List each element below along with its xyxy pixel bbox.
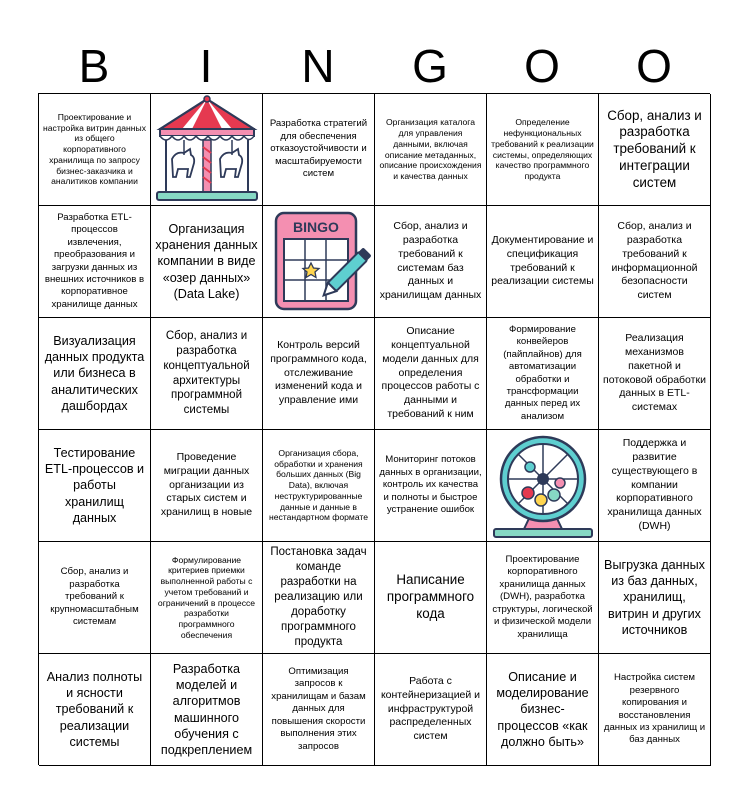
bingo-board xyxy=(38,93,710,765)
title-letter: O xyxy=(636,40,672,92)
bingo-cell[interactable]: Проектирование и настройка витрин данных из общего корпоративного хранилища по запросу бизнес-заказчика и аналитиков компании xyxy=(39,94,151,206)
bingo-cell[interactable]: Сбор, анализ и разработка требований к системам баз данных и хранилищам данных xyxy=(375,206,487,318)
bingo-cell[interactable]: Выгрузка данных из баз данных, хранилищ, витрин и других источников xyxy=(599,542,711,654)
bingo-cell[interactable]: Определение нефункциональных требований к реализации системы, определяющих качество программного продукта xyxy=(487,94,599,206)
carousel-icon xyxy=(152,95,262,205)
bingo-cell[interactable]: Контроль версий программного кода, отслеживание изменений кода и управление ими xyxy=(263,318,375,430)
title-letter: N xyxy=(301,40,335,92)
bingo-card-icon xyxy=(264,207,374,317)
bingo-cell[interactable]: Работа с контейнеризацией и инфраструктурой распределенных систем xyxy=(375,654,487,766)
bingo-cell[interactable]: Описание и моделирование бизнес-процессов «как должно быть» xyxy=(487,654,599,766)
bingo-cell[interactable]: Тестирование ETL-процессов и работы хранилищ данных xyxy=(39,430,151,542)
bingo-cell[interactable]: Формирование конвейеров (пайплайнов) для автоматизации обработки и трансформации данных перед их анализом xyxy=(487,318,599,430)
bingo-cell[interactable]: Анализ полноты и ясности требований к реализации системы xyxy=(39,654,151,766)
title-letter: I xyxy=(199,40,213,92)
title-letter: G xyxy=(412,40,448,92)
title-letter: O xyxy=(524,40,560,92)
bingo-cell[interactable]: Поддержка и развитие существующего в компании корпоративного хранилища данных (DWH) xyxy=(599,430,711,542)
bingo-cell[interactable]: Сбор, анализ и разработка требований к информационной безопасности систем xyxy=(599,206,711,318)
bingo-title xyxy=(38,38,710,94)
bingo-cell[interactable]: Разработка моделей и алгоритмов машинного обучения с подкреплением xyxy=(151,654,263,766)
bingo-cell[interactable] xyxy=(487,430,599,542)
bingo-cell[interactable]: Документирование и спецификация требований к реализации системы xyxy=(487,206,599,318)
bingo-cell[interactable]: Реализация механизмов пакетной и потоковой обработки данных в ETL-системах xyxy=(599,318,711,430)
bingo-cell[interactable]: Проведение миграции данных организации из старых систем и хранилищ в новые xyxy=(151,430,263,542)
bingo-cell[interactable]: Мониторинг потоков данных в организации, контроль их качества и полноты и быстрое устранение ошибок xyxy=(375,430,487,542)
bingo-cell[interactable]: Организация каталога для управления данными, включая описание метаданных, описание происхождения и качества данных xyxy=(375,94,487,206)
bingo-cell[interactable]: Проектирование корпоративного хранилища данных (DWH), разработка структуры, логической и физической модели хранилища xyxy=(487,542,599,654)
bingo-cell[interactable]: Сбор, анализ и разработка требований к крупномасштабным системам xyxy=(39,542,151,654)
bingo-cell[interactable]: Настройка систем резервного копирования и восстановления данных из хранилищ и баз данных xyxy=(599,654,711,766)
bingo-cell[interactable]: Описание концептуальной модели данных для определения процессов работы с данными и требований к ним xyxy=(375,318,487,430)
title-letter: B xyxy=(78,40,110,92)
bingo-cell[interactable]: Визуализация данных продукта или бизнеса в аналитических дашбордах xyxy=(39,318,151,430)
bingo-cell[interactable]: Формулирование критериев приемки выполненной работы с учетом требований и ограничений в процессе разработки программного обеспечения xyxy=(151,542,263,654)
bingo-cell[interactable]: Оптимизация запросов к хранилищам и базам данных для повышения скорости выполнения этих запросов xyxy=(263,654,375,766)
bingo-cell[interactable]: Сбор, анализ и разработка требований к интеграции систем xyxy=(599,94,711,206)
bingo-cell[interactable]: Написание программного кода xyxy=(375,542,487,654)
bingo-cell[interactable]: Организация сбора, обработки и хранения больших данных (Big Data), включая неструктурированные данные и данные в нестандартном формате xyxy=(263,430,375,542)
lottery-wheel-icon xyxy=(488,431,598,541)
bingo-card-label: BINGO xyxy=(292,218,339,235)
bingo-cell[interactable]: Организация хранения данных компании в виде «озер данных» (Data Lake) xyxy=(151,206,263,318)
bingo-cell[interactable]: Постановка задач команде разработки на реализацию или доработку программного продукта xyxy=(263,542,375,654)
bingo-cell[interactable]: Разработка стратегий для обеспечения отказоустойчивости и масштабируемости систем xyxy=(263,94,375,206)
free-space-cell[interactable] xyxy=(263,206,375,318)
bingo-cell[interactable]: Разработка ETL-процессов извлечения, преобразования и загрузки данных из внешних источников в корпоративное хранилище данных xyxy=(39,206,151,318)
bingo-cell[interactable]: Сбор, анализ и разработка концептуальной архитектуры программной системы xyxy=(151,318,263,430)
bingo-cell[interactable] xyxy=(151,94,263,206)
